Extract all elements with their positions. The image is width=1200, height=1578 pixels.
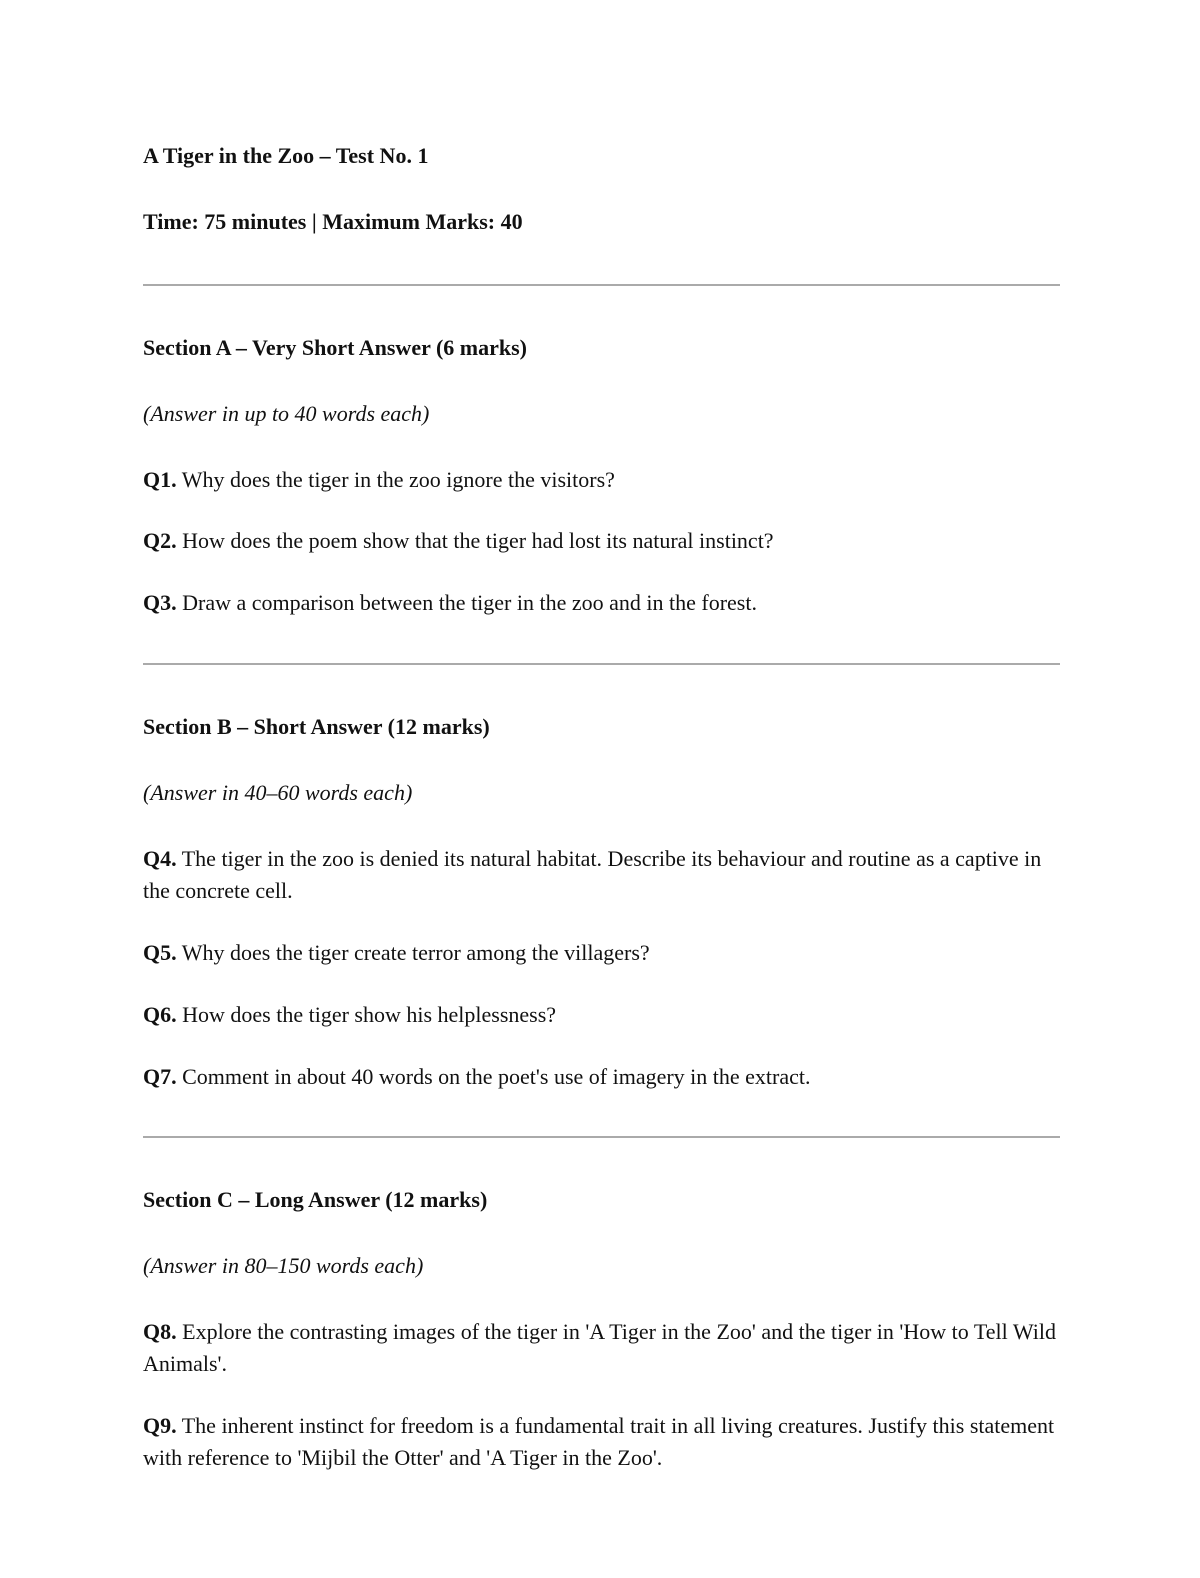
page-title: A Tiger in the Zoo – Test No. 1 (143, 143, 429, 168)
question-text: The tiger in the zoo is denied its natural habitat. Describe its behaviour and routine as a captive in the concrete cell. (143, 846, 1042, 903)
question (143, 525, 1060, 557)
section-c (143, 1184, 1060, 1473)
question (143, 1061, 1060, 1093)
section-divider (143, 284, 1060, 286)
question (143, 999, 1060, 1031)
question (143, 937, 1060, 969)
question (143, 843, 1060, 907)
question-text: Comment in about 40 words on the poet's use of imagery in the extract. (182, 1063, 811, 1089)
question (143, 1316, 1060, 1380)
question-label: Q1. (143, 466, 177, 492)
question-label: Q7. (143, 1063, 177, 1089)
question-text: Draw a comparison between the tiger in the zoo and in the forest. (182, 590, 757, 616)
question (143, 1410, 1060, 1474)
question-text: Explore the contrasting images of the tiger in 'A Tiger in the Zoo' and the tiger in 'How to Tell Wild Animals'. (143, 1319, 1056, 1377)
question-label: Q4. (143, 846, 177, 872)
question-text: Why does the tiger in the zoo ignore the visitors? (181, 466, 615, 492)
question-text: The inherent instinct for freedom is a fundamental trait in all living creatures. Justify this statement with reference to 'Mijbil the Otter' and 'A Tiger in the Zoo'. (143, 1413, 1055, 1470)
section-a (143, 332, 1060, 619)
section-instruction: (Answer in 80–150 words each) (143, 1253, 424, 1279)
question-label: Q5. (143, 939, 177, 965)
section-instruction: (Answer in up to 40 words each) (143, 400, 430, 426)
section-heading: Section A – Very Short Answer (6 marks) (143, 334, 527, 360)
section-divider (143, 663, 1060, 665)
question-label: Q2. (143, 528, 177, 554)
time-marks-line: Time: 75 minutes | Maximum Marks: 40 (143, 208, 523, 234)
question (143, 464, 1060, 496)
section-b (143, 711, 1060, 1092)
section-heading: Section C – Long Answer (12 marks) (143, 1187, 488, 1213)
question (143, 587, 1060, 619)
question-label: Q6. (143, 1001, 177, 1027)
section-heading: Section B – Short Answer (12 marks) (143, 714, 490, 740)
section-divider (143, 1136, 1060, 1138)
question-label: Q9. (143, 1413, 177, 1439)
question-label: Q3. (143, 590, 177, 616)
question-text: Why does the tiger create terror among the villagers? (181, 939, 650, 965)
question-text: How does the tiger show his helplessness? (182, 1001, 557, 1027)
question-label: Q8. (143, 1319, 177, 1345)
question-text: How does the poem show that the tiger had lost its natural instinct? (182, 528, 774, 554)
section-instruction: (Answer in 40–60 words each) (143, 780, 413, 806)
